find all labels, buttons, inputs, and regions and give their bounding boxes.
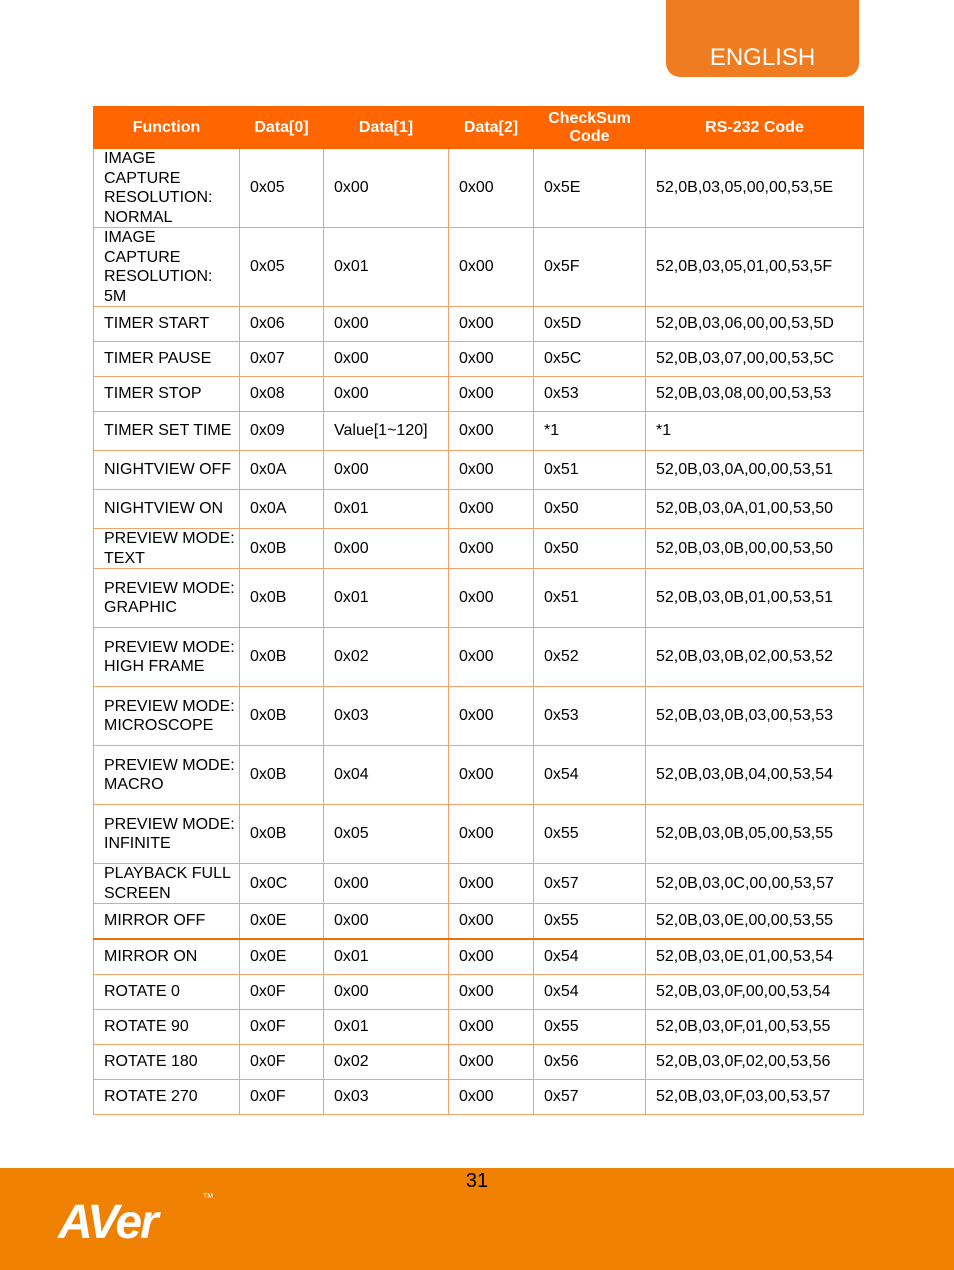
cell-rs232-code: 52,0B,03,07,00,00,53,5C [646,342,864,377]
table-row [94,307,864,342]
cell-checksum: 0x5C [534,342,646,377]
cell-data2: 0x00 [449,228,534,307]
cell-checksum: 0x56 [534,1045,646,1080]
cell-function: TIMER STOP [94,377,240,412]
cell-rs232-code: 52,0B,03,0A,00,00,53,51 [646,451,864,490]
cell-checksum: 0x5F [534,228,646,307]
table-row [94,805,864,864]
cell-rs232-code: 52,0B,03,0F,01,00,53,55 [646,1010,864,1045]
table-header-row [94,107,864,149]
cell-function: ROTATE 0 [94,975,240,1010]
cell-data1: 0x01 [324,490,449,529]
header-data1: Data[1] [324,107,449,149]
cell-data2: 0x00 [449,490,534,529]
cell-checksum: 0x5E [534,149,646,228]
table-row [94,628,864,687]
table-row [94,342,864,377]
table-row [94,746,864,805]
page-number: 31 [465,1170,489,1192]
cell-data2: 0x00 [449,569,534,628]
table-row [94,490,864,529]
cell-checksum: 0x5D [534,307,646,342]
cell-rs232-code: 52,0B,03,0B,04,00,53,54 [646,746,864,805]
cell-data2: 0x00 [449,149,534,228]
table-row [94,451,864,490]
cell-data0: 0x05 [240,228,324,307]
cell-checksum: 0x50 [534,529,646,569]
header-data0: Data[0] [240,107,324,149]
cell-data0: 0x0B [240,687,324,746]
cell-checksum: 0x51 [534,451,646,490]
table-row [94,377,864,412]
cell-checksum: 0x50 [534,490,646,529]
cell-checksum: 0x54 [534,939,646,975]
cell-function: PREVIEW MODE: MICROSCOPE [94,687,240,746]
cell-checksum: 0x55 [534,1010,646,1045]
cell-data1: 0x00 [324,529,449,569]
header-checksum: CheckSum Code [534,107,646,149]
table-row [94,687,864,746]
cell-checksum: 0x53 [534,377,646,412]
header-function: Function [94,107,240,149]
cell-data1: 0x00 [324,864,449,904]
cell-data2: 0x00 [449,342,534,377]
cell-function: TIMER PAUSE [94,342,240,377]
cell-function: MIRROR ON [94,939,240,975]
table-row [94,1045,864,1080]
cell-data2: 0x00 [449,687,534,746]
table-row [94,529,864,569]
cell-data2: 0x00 [449,1010,534,1045]
cell-function: IMAGE CAPTURE RESOLUTION: 5M [94,228,240,307]
cell-data2: 0x00 [449,1080,534,1115]
cell-data0: 0x0B [240,746,324,805]
cell-data1: 0x00 [324,149,449,228]
cell-data1: 0x02 [324,628,449,687]
cell-rs232-code: 52,0B,03,06,00,00,53,5D [646,307,864,342]
cell-function: NIGHTVIEW ON [94,490,240,529]
cell-data0: 0x07 [240,342,324,377]
cell-data2: 0x00 [449,1045,534,1080]
cell-data1: 0x00 [324,975,449,1010]
cell-checksum: 0x57 [534,864,646,904]
language-label: ENGLISH [709,44,816,71]
table-row [94,939,864,975]
table-row [94,1010,864,1045]
cell-data1: 0x02 [324,1045,449,1080]
header-rs232-code: RS-232 Code [646,107,864,149]
cell-data1: 0x00 [324,377,449,412]
cell-data0: 0x0E [240,904,324,940]
cell-checksum: 0x57 [534,1080,646,1115]
cell-data0: 0x08 [240,377,324,412]
cell-function: PLAYBACK FULL SCREEN [94,864,240,904]
cell-rs232-code: 52,0B,03,08,00,00,53,53 [646,377,864,412]
cell-checksum: *1 [534,412,646,451]
cell-data1: 0x01 [324,1010,449,1045]
cell-rs232-code: 52,0B,03,0E,00,00,53,55 [646,904,864,940]
cell-rs232-code: *1 [646,412,864,451]
aver-logo: AVer [58,1196,157,1249]
cell-data1: 0x01 [324,228,449,307]
cell-data2: 0x00 [449,628,534,687]
cell-data0: 0x0F [240,975,324,1010]
table-row [94,904,864,940]
table-row [94,149,864,228]
table-row [94,975,864,1010]
cell-function: PREVIEW MODE: MACRO [94,746,240,805]
cell-function: PREVIEW MODE: TEXT [94,529,240,569]
cell-data0: 0x06 [240,307,324,342]
table-body [94,149,864,1115]
cell-rs232-code: 52,0B,03,0C,00,00,53,57 [646,864,864,904]
cell-data0: 0x0B [240,569,324,628]
cell-data0: 0x05 [240,149,324,228]
cell-function: ROTATE 270 [94,1080,240,1115]
table-row [94,569,864,628]
cell-rs232-code: 52,0B,03,0A,01,00,53,50 [646,490,864,529]
cell-checksum: 0x52 [534,628,646,687]
cell-function: TIMER SET TIME [94,412,240,451]
cell-data0: 0x09 [240,412,324,451]
header-data2: Data[2] [449,107,534,149]
cell-function: TIMER START [94,307,240,342]
cell-rs232-code: 52,0B,03,0E,01,00,53,54 [646,939,864,975]
table-row [94,412,864,451]
cell-data2: 0x00 [449,412,534,451]
cell-data0: 0x0A [240,490,324,529]
cell-data0: 0x0B [240,628,324,687]
cell-function: ROTATE 90 [94,1010,240,1045]
cell-data2: 0x00 [449,864,534,904]
cell-data0: 0x0B [240,805,324,864]
cell-rs232-code: 52,0B,03,0B,01,00,53,51 [646,569,864,628]
cell-data0: 0x0F [240,1045,324,1080]
cell-checksum: 0x55 [534,904,646,940]
cell-data0: 0x0F [240,1010,324,1045]
cell-checksum: 0x54 [534,975,646,1010]
cell-checksum: 0x51 [534,569,646,628]
cell-rs232-code: 52,0B,03,0B,05,00,53,55 [646,805,864,864]
cell-rs232-code: 52,0B,03,0F,02,00,53,56 [646,1045,864,1080]
cell-function: IMAGE CAPTURE RESOLUTION: NORMAL [94,149,240,228]
cell-data2: 0x00 [449,805,534,864]
cell-checksum: 0x54 [534,746,646,805]
table-row [94,864,864,904]
cell-checksum: 0x53 [534,687,646,746]
cell-function: ROTATE 180 [94,1045,240,1080]
cell-data2: 0x00 [449,451,534,490]
cell-data1: 0x00 [324,904,449,940]
cell-data1: 0x01 [324,569,449,628]
cell-data2: 0x00 [449,746,534,805]
cell-data1: 0x00 [324,307,449,342]
cell-data2: 0x00 [449,307,534,342]
rs232-command-table [93,106,864,1115]
language-tab [666,0,859,77]
cell-rs232-code: 52,0B,03,0F,03,00,53,57 [646,1080,864,1115]
cell-rs232-code: 52,0B,03,05,01,00,53,5F [646,228,864,307]
cell-data1: Value[1~120] [324,412,449,451]
cell-rs232-code: 52,0B,03,0B,00,00,53,50 [646,529,864,569]
cell-data2: 0x00 [449,529,534,569]
cell-data0: 0x0C [240,864,324,904]
cell-data2: 0x00 [449,904,534,940]
cell-function: PREVIEW MODE: GRAPHIC [94,569,240,628]
table-row [94,1080,864,1115]
cell-function: PREVIEW MODE: HIGH FRAME [94,628,240,687]
cell-data1: 0x05 [324,805,449,864]
cell-data1: 0x01 [324,939,449,975]
cell-data2: 0x00 [449,975,534,1010]
cell-data1: 0x04 [324,746,449,805]
cell-rs232-code: 52,0B,03,0F,00,00,53,54 [646,975,864,1010]
cell-function: NIGHTVIEW OFF [94,451,240,490]
trademark-mark: TM [203,1193,214,1200]
cell-rs232-code: 52,0B,03,05,00,00,53,5E [646,149,864,228]
cell-function: PREVIEW MODE: INFINITE [94,805,240,864]
cell-rs232-code: 52,0B,03,0B,03,00,53,53 [646,687,864,746]
cell-data0: 0x0A [240,451,324,490]
cell-rs232-code: 52,0B,03,0B,02,00,53,52 [646,628,864,687]
cell-data2: 0x00 [449,377,534,412]
cell-data2: 0x00 [449,939,534,975]
table-row [94,228,864,307]
cell-data0: 0x0E [240,939,324,975]
cell-data1: 0x03 [324,1080,449,1115]
cell-data1: 0x00 [324,342,449,377]
cell-data1: 0x00 [324,451,449,490]
cell-function: MIRROR OFF [94,904,240,940]
cell-data1: 0x03 [324,687,449,746]
cell-data0: 0x0F [240,1080,324,1115]
cell-data0: 0x0B [240,529,324,569]
cell-checksum: 0x55 [534,805,646,864]
